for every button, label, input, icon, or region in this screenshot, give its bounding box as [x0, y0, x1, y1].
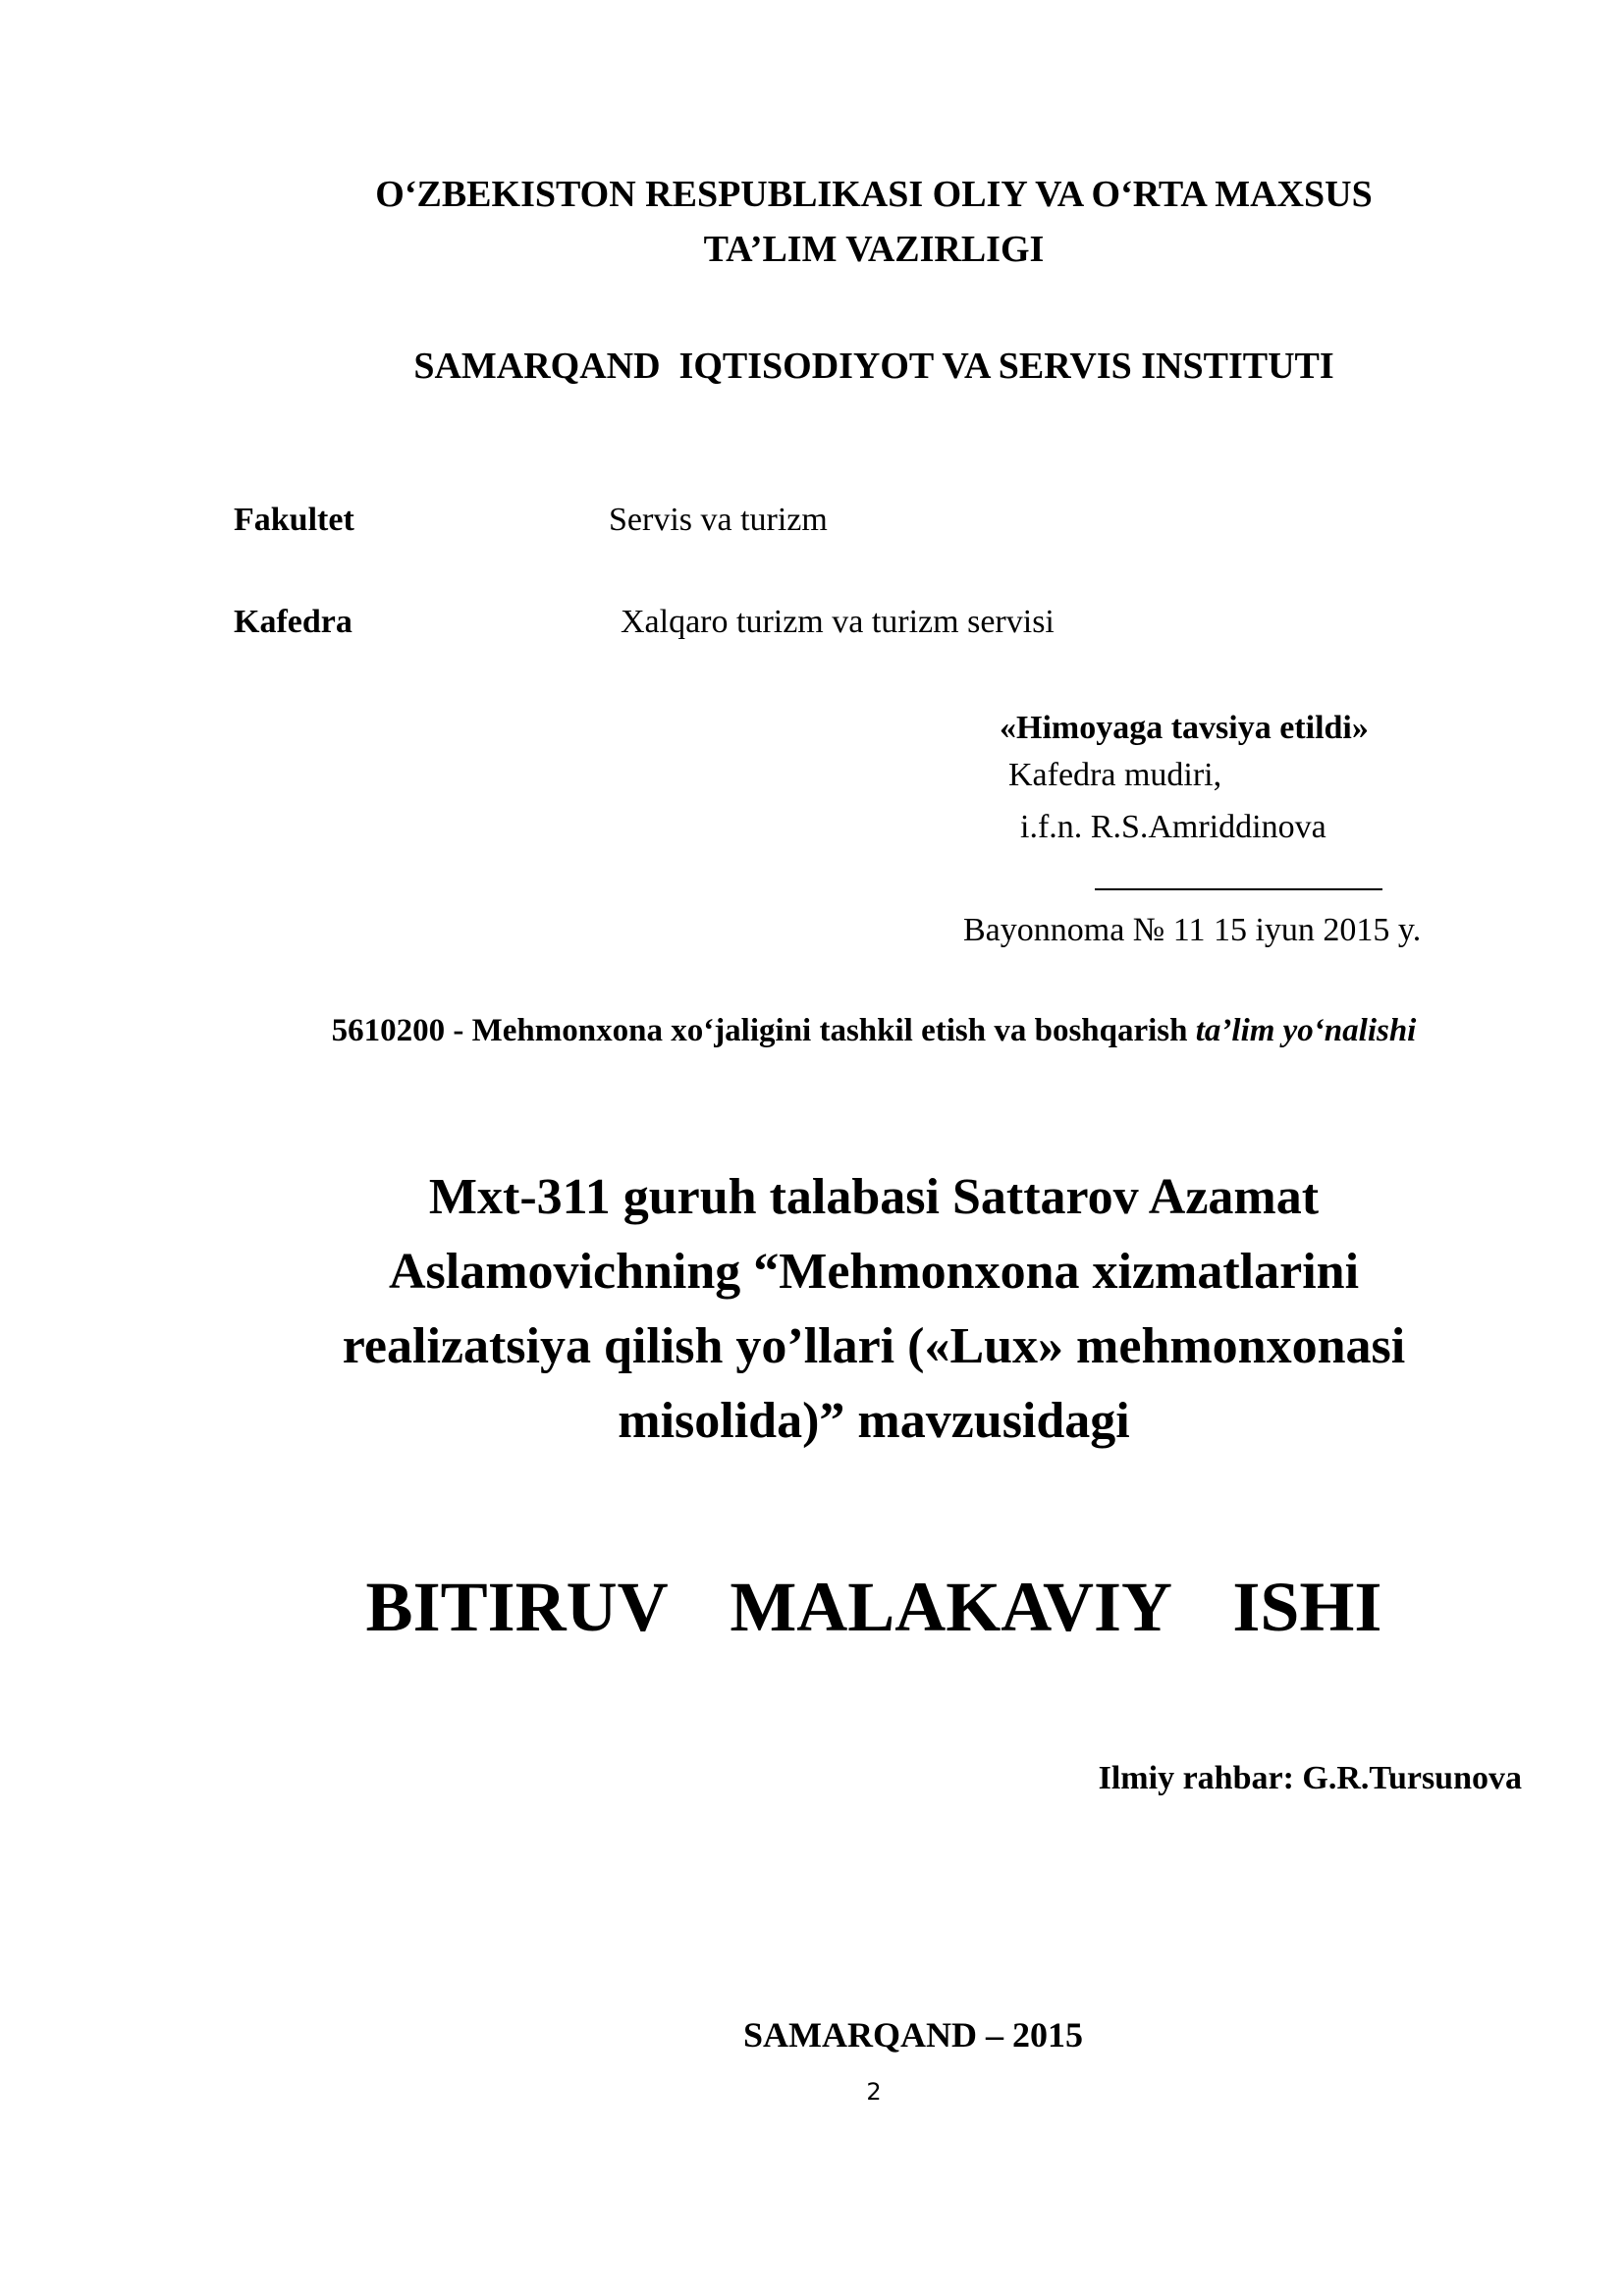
- supervisor: Ilmiy rahbar: G.R.Tursunova: [1098, 1760, 1522, 1796]
- department-label: Kafedra: [234, 604, 352, 640]
- approval-head-name: i.f.n. R.S.Amriddinova: [1020, 809, 1326, 845]
- faculty-value: Servis va turizm: [609, 502, 828, 538]
- page-number: 2: [866, 2078, 882, 2106]
- direction-italic: ta’lim yo‘nalishi: [1195, 1013, 1417, 1048]
- topic-line-1: Mxt-311 guruh talabasi Sattarov Azamat: [428, 1169, 1320, 1225]
- topic-line-2: Aslamovichning “Mehmonxona xizmatlarini: [388, 1244, 1360, 1300]
- city-year: SAMARQAND – 2015: [743, 2015, 1083, 2055]
- institute-heading: SAMARQAND IQTISODIYOT VA SERVIS INSTITUTI: [413, 346, 1334, 387]
- ministry-line-2: TA’LIM VAZIRLIGI: [703, 229, 1045, 270]
- direction-code-name: 5610200 - Mehmonxona xo‘jaligini tashkil etish va boshqarish: [331, 1013, 1196, 1048]
- work-title: BITIRUV MALAKAVIY ISHI: [365, 1568, 1382, 1646]
- approval-title: «Himoyaga tavsiya etildi»: [1000, 710, 1369, 746]
- topic-line-4: misolida)” mavzusidagi: [618, 1393, 1130, 1449]
- approval-position: Kafedra mudiri,: [1008, 757, 1222, 793]
- study-direction: [196, 1005, 1551, 1056]
- faculty-label: Fakultet: [234, 502, 354, 538]
- ministry-line-1: O‘ZBEKISTON RESPUBLIKASI OLIY VA O‘RTA MAXSUS: [375, 174, 1373, 215]
- topic-line-3: realizatsiya qilish yo’llari («Lux» mehmonxonasi: [342, 1318, 1406, 1374]
- signature-line: [1095, 888, 1382, 890]
- thesis-topic: [226, 1160, 1522, 1459]
- ministry-heading: [0, 167, 1624, 277]
- protocol-text: Bayonnoma № 11 15 iyun 2015 y.: [963, 912, 1422, 948]
- department-value: Xalqaro turizm va turizm servisi: [621, 604, 1055, 640]
